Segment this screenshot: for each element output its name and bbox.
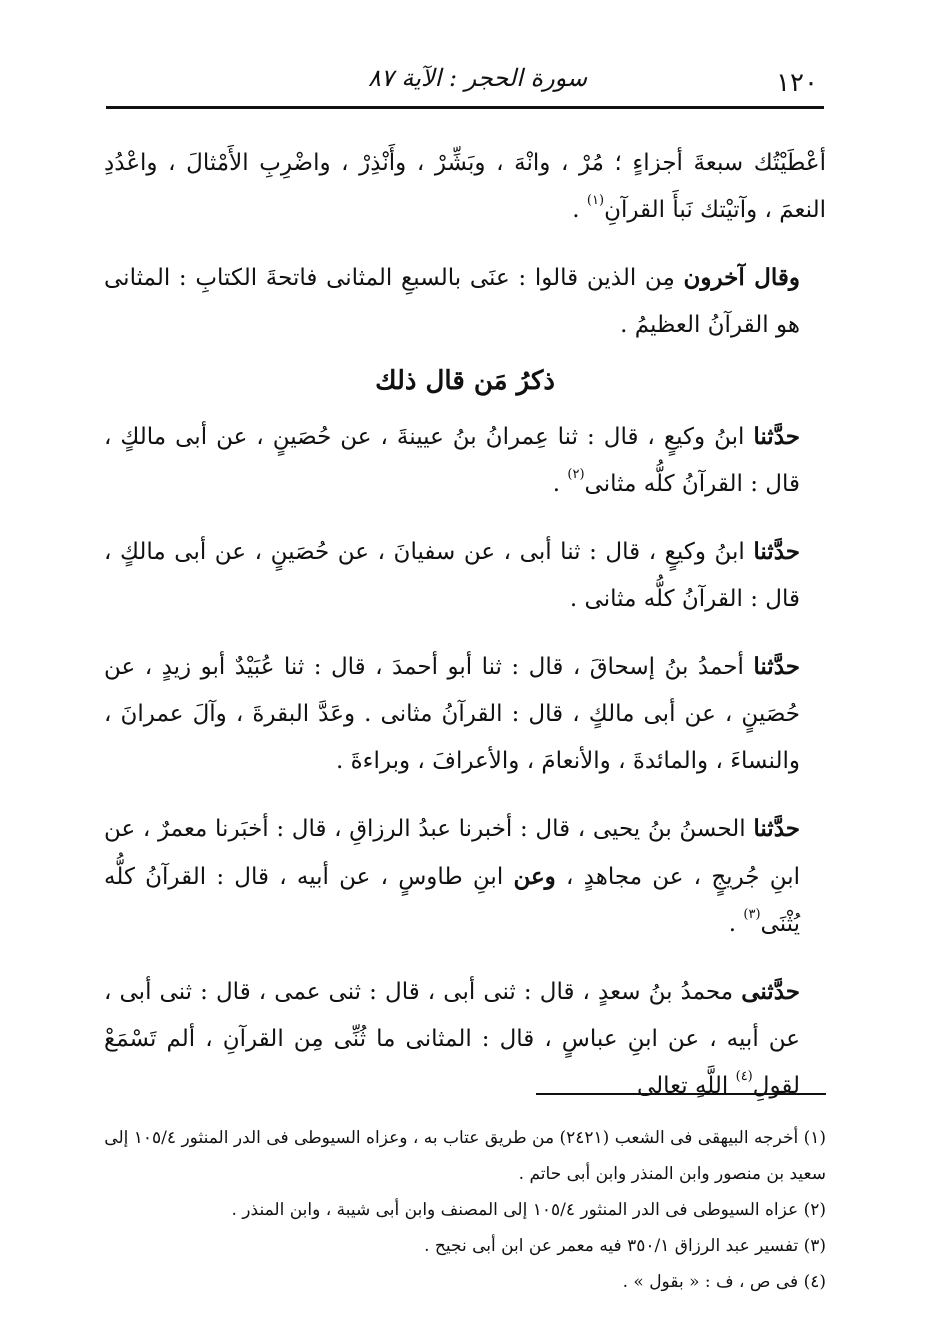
paragraph-2-text: مِن الذين قالوا : عنَى بالسبعِ المثانى فاتحةَ الكتابِ : المثانى هو القرآنُ العظيمُ . [104, 265, 800, 338]
paragraph-7-text-b: اللَّهِ تعالى [636, 1073, 736, 1099]
paragraph-6 [104, 805, 826, 948]
paragraph-4 [104, 528, 826, 623]
paragraph-2 [104, 254, 826, 349]
paragraph-3-text: ابنُ وكيعٍ ، قال : ثنا عِمرانُ بنُ عيينةَ ، عن حُصَينٍ ، عن أبى مالكٍ ، قال : القرآنُ كلُّه مثانى [104, 424, 800, 497]
main-text [104, 140, 826, 1110]
paragraph-1 [104, 140, 826, 234]
paragraph-1-end: . [572, 197, 587, 223]
footnote-divider [536, 1093, 826, 1095]
paragraph-7-lead: حدَّثنى [741, 978, 800, 1005]
paragraph-7-text-a: محمدُ بنُ سعدٍ ، قال : ثنى أبى ، قال : ثنى عمى ، قال : ثنى أبى ، عن أبيه ، عن ابنِ عباسٍ ، قال : المثانى ما ثُنِّى مِن القرآنِ ، ألم تَسْمَعْ لقولِ [104, 979, 800, 1099]
footnote-3: (٣) تفسير عبد الرزاق ٣٥٠/١ فيه معمر عن ابن أبى نجيح . [424, 1236, 826, 1256]
paragraph-1-text: أعْطَيْتُك سبعةَ أجزاءٍ ؛ مُرْ ، وانْهَ ، وبَشِّرْ ، وأَنْذِرْ ، واضْرِبِ الأَمْثالَ ، واعْدُدِ النعمَ ، وآتيْتك نَبأَ القرآنِ [104, 150, 826, 223]
paragraph-5-lead: حدَّثنا [753, 653, 800, 680]
paragraph-6-text-b: ابنِ طاوسٍ ، عن أبيه ، قال : القرآنُ كلُّه يُثْنَى [104, 864, 800, 937]
footnote-1: (١) أخرجه البيهقى فى الشعب (٢٤٢١) من طريق عتاب به ، وعزاه السيوطى فى الدر المنثور ١٠٥/٤ إلى سعيد بن منصور وابن المنذر وابن أبى حاتم . [104, 1128, 826, 1184]
paragraph-4-lead: حدَّثنا [753, 538, 800, 565]
footnote-ref-4: (٤) [735, 1069, 753, 1084]
paragraph-3-lead: حدَّثنا [753, 423, 800, 450]
paragraph-3 [104, 413, 826, 508]
paragraph-6-end: . [728, 911, 744, 937]
running-title: سورة الحجر : الآية ٨٧ [368, 64, 588, 92]
paragraph-6-text-a: الحسنُ بنُ يحيى ، قال : أخبرنا عبدُ الرزاقِ ، قال : أخبَرنا معمرٌ ، عن ابنِ جُريجٍ ، عن مجاهدٍ ، [104, 816, 800, 890]
footnote-ref-3: (٣) [743, 907, 761, 922]
footnote-2: (٢) عزاه السيوطى فى الدر المنثور ١٠٥/٤ إلى المصنف وابن أبى شيبة ، وابن المنذر . [231, 1200, 826, 1220]
section-heading: ذكرُ مَن قال ذلك [375, 366, 555, 396]
page-number: ١٢٠ [776, 68, 818, 98]
footnote-ref-2: (٢) [567, 467, 585, 482]
paragraph-2-lead: وقال آخرون [683, 264, 801, 291]
paragraph-7 [104, 968, 826, 1110]
paragraph-5-text: أحمدُ بنُ إسحاقَ ، قال : ثنا أبو أحمدَ ، قال : ثنا عُبَيْدٌ أبو زيدٍ ، عن حُصَينٍ ، عن أبى مالكٍ ، قال : القرآنُ مثانى . وعَدَّ البقرةَ ، وآلَ عمرانَ ، والنساءَ ، والمائدةَ ، والأنعامَ ، والأعرافَ ، وبراءةَ . [104, 654, 800, 774]
paragraph-6-bold: وعن [513, 863, 556, 890]
footnote-4: (٤) فى ص ، ف : « بقول » . [622, 1272, 826, 1292]
paragraph-5 [104, 643, 826, 785]
page-header [106, 58, 824, 109]
paragraph-3-end: . [552, 471, 568, 497]
footnote-ref-1: (١) [586, 193, 605, 208]
paragraph-4-text: ابنُ وكيعٍ ، قال : ثنا أبى ، عن سفيانَ ، عن حُصَينٍ ، عن أبى مالكٍ ، قال : القرآنُ كلُّه مثانى . [104, 539, 800, 612]
footnotes [104, 1120, 826, 1300]
paragraph-6-lead: حدَّثنا [753, 815, 800, 842]
